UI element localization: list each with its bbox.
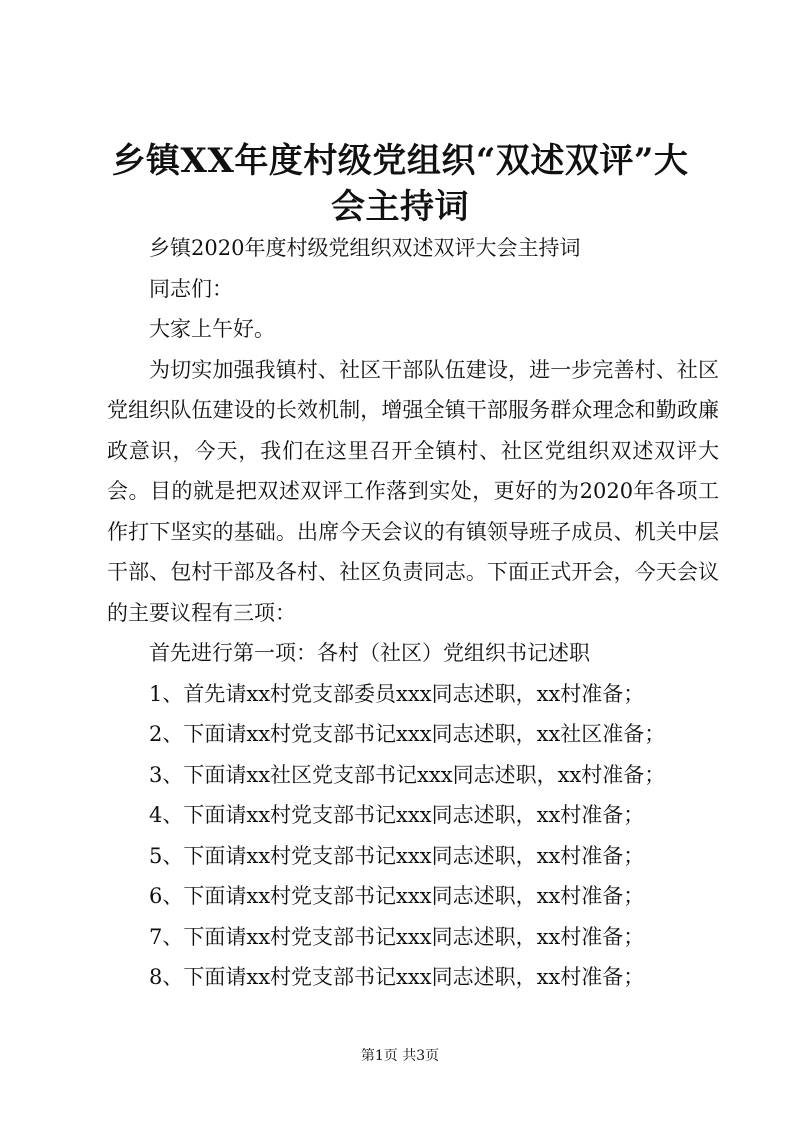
agenda-list-item: 3、下面请xx社区党支部书记xxx同志述职，xx村准备； (149, 762, 666, 787)
agenda-list-item: 5、下面请xx村党支部书记xxx同志述职，xx村准备； (149, 843, 645, 868)
document-title: 乡镇XX年度村级党组织“双述双评”大会主持词 (111, 141, 689, 227)
agenda-list-item: 4、下面请xx村党支部书记xxx同志述职，xx村准备； (149, 803, 645, 827)
agenda-list-item: 8、下面请xx村党支部书记xxx同志述职，xx村准备； (149, 965, 645, 989)
agenda-list-item: 6、下面请xx村党支部书记xxx同志述职，xx村准备； (149, 884, 645, 908)
agenda-list-item: 7、下面请xx村党支部书记xxx同志述职，xx村准备； (149, 924, 645, 949)
greeting-paragraph: 大家上午好。 (149, 317, 275, 341)
intro-paragraph: 为切实加强我镇村、社区干部队伍建设，进一步完善村、社区党组织队伍建设的长效机制，增强全镇干部服务群众理念和勤政廉政意识，今天，我们在这里召开全镇村、社区党组织双述双评大会。目的就是把双述双评工作落到实处，更好的为2020年各项工作打下坚实的基础。出席今天会议的有镇领导班子成员、机关中层干部、包村干部及各村、社区负责同志。下面正式开会，今天会议的主要议程有三项： (107, 357, 719, 625)
page-number-footer: 第1页 共3页 (360, 1048, 440, 1064)
agenda-list-item: 1、首先请xx村党支部委员xxx同志述职，xx村准备； (149, 681, 645, 706)
document-body (107, 228, 719, 998)
subtitle-paragraph: 乡镇2020年度村级党组织双述双评大会主持词 (149, 236, 581, 260)
salutation-paragraph: 同志们： (149, 276, 233, 301)
agenda-item-heading: 首先进行第一项：各村（社区）党组织书记述职 (149, 641, 590, 665)
agenda-list-item: 2、下面请xx村党支部书记xxx同志述职，xx社区准备； (149, 722, 666, 746)
